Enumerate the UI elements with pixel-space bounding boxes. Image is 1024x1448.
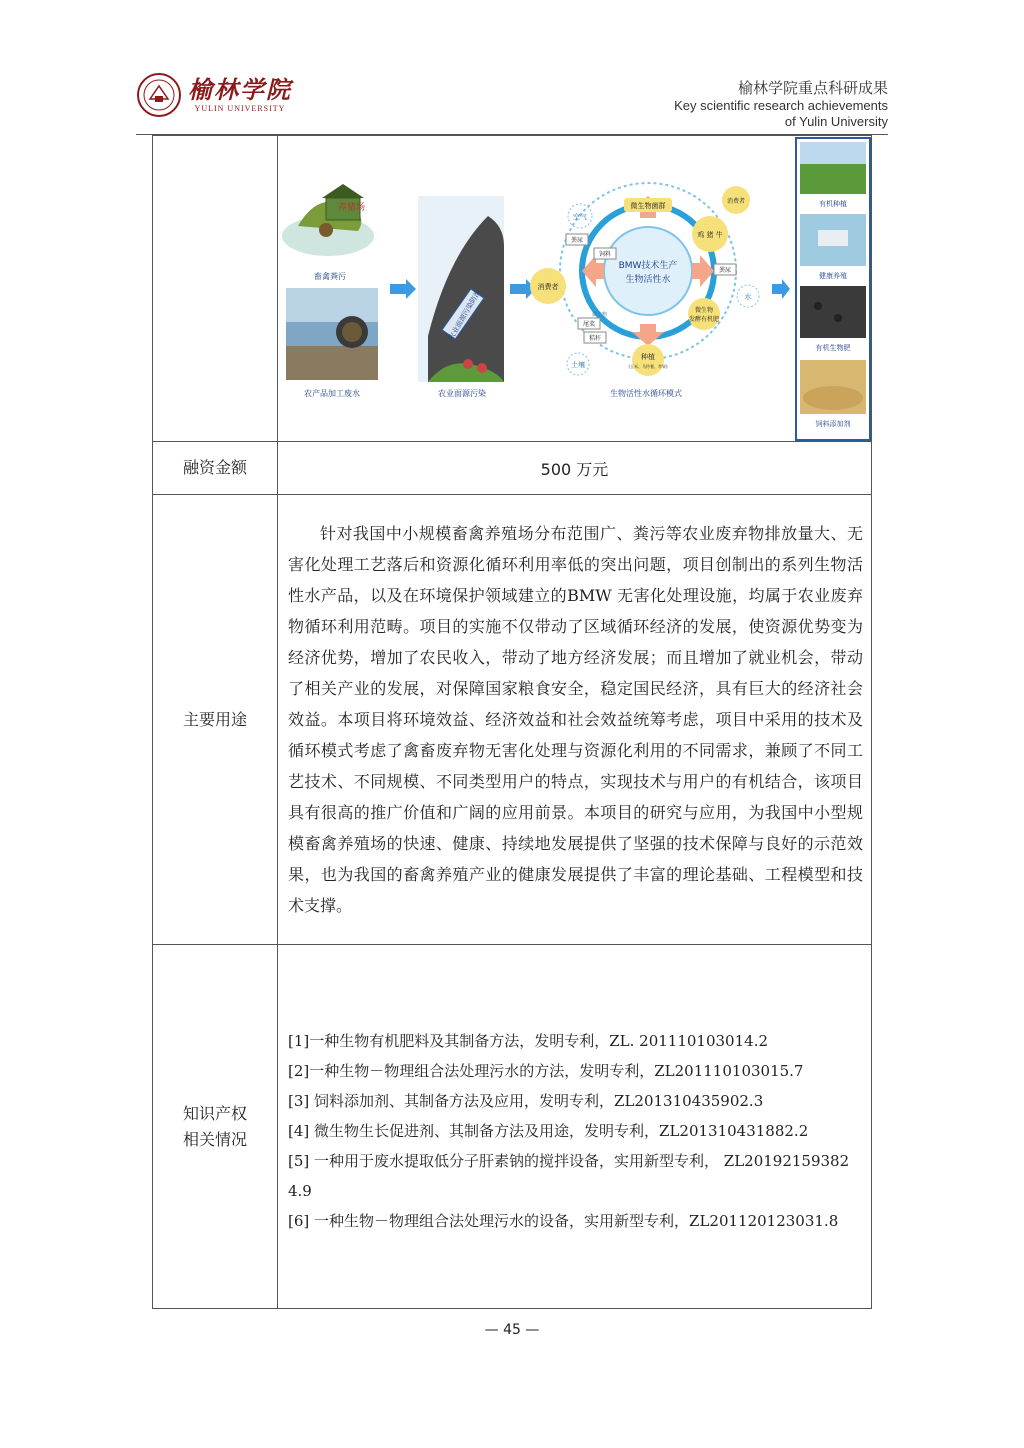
product-label-healthy-breeding: 健康养殖: [819, 272, 847, 280]
consumer-left-label: 消费者: [537, 283, 559, 291]
funding-value: 500 万元: [278, 442, 872, 495]
water-label: 水: [744, 293, 752, 301]
microbe-fert-node: [688, 298, 720, 330]
figure-cell: [278, 136, 872, 442]
straw-label: 秸秆: [588, 335, 602, 342]
microbe-fert-line-1: 微生物: [694, 307, 714, 314]
funding-row: [153, 442, 872, 495]
livestock-waste-label: 畜禽粪污: [314, 272, 346, 281]
microbe-small-label: 微生物: [592, 312, 608, 318]
page-number: — 45 —: [484, 1322, 540, 1338]
livestock-waste-image: [282, 184, 374, 256]
ip-label: [153, 945, 278, 1309]
planting-label: 种植: [641, 353, 655, 361]
ip-item: [6] 一种生物－物理组合法处理污水的设备，实用新型专利，ZL201120123031.8: [288, 1211, 839, 1230]
funding-label: 融资金额: [153, 442, 278, 495]
product-panel: [796, 138, 870, 440]
nonpoint-pollution-image: [418, 196, 504, 382]
header-title-en-1: Key scientific research achievements: [674, 98, 888, 113]
animals-label: 鸡 猪 牛: [697, 231, 723, 239]
achievement-table: [152, 135, 872, 1309]
banner-label: 农业面源污染防治: [447, 288, 483, 342]
ip-label-line-1: 知识产权: [182, 1103, 247, 1123]
ip-item: [4] 微生物生长促进剂、其制备方法及用途，发明专利，ZL201310431882.2: [288, 1121, 809, 1140]
usage-row: [153, 495, 872, 945]
flow-arrow-1: [390, 279, 416, 299]
cycle-title: 生物活性水循环模式: [610, 389, 682, 398]
ip-item: [5] 一种用于废水提取低分子肝素钠的搅拌设备，实用新型专利， ZL201921593824.9: [288, 1151, 850, 1200]
product-label-feed-additive: 饲料添加剂: [815, 420, 851, 428]
logo-wordmark-en: YULIN UNIVERSITY: [194, 104, 286, 113]
feed-label: 饲料: [598, 251, 612, 258]
figure-row: [153, 136, 872, 442]
ip-row: [153, 945, 872, 1309]
processing-wastewater-label: 农产品加工废水: [304, 389, 360, 398]
cycle-center-line-1: BMW技术生产: [618, 261, 678, 271]
consumer-top-label: 消费者: [726, 198, 746, 205]
header-title-en-2: of Yulin University: [784, 114, 888, 129]
processing-wastewater-image: [286, 288, 378, 380]
ip-item: [1]一种生物有机肥料及其制备方法，发明专利，ZL. 201110103014.2: [288, 1031, 769, 1050]
cycle-center-line-2: 生物活性水: [625, 275, 671, 285]
product-label-organic-planting: 有机种植: [819, 200, 847, 208]
ip-list: [278, 945, 872, 1309]
bmw-cycle-diagram: [278, 136, 872, 441]
header-title: [674, 78, 888, 130]
microbe-group-label: 微生物菌群: [630, 202, 666, 210]
usage-label: 主要用途: [153, 495, 278, 945]
manure-right-label: 粪尿: [718, 267, 732, 274]
university-seal-icon: [136, 72, 182, 118]
soil-label: 土壤: [571, 361, 585, 369]
header-title-cn: 榆林学院重点科研成果: [737, 79, 888, 97]
logo-wordmark-cn: 榆林学院: [188, 75, 292, 104]
manure-left-label: 粪尿: [570, 237, 584, 244]
air-label: 空气: [573, 213, 587, 221]
straw-tail-label: 尾菜: [582, 321, 596, 328]
usage-text: 针对我国中小规模畜禽养殖场分布范围广、粪污等农业废弃物排放量大、无害化处理工艺落后和资源化循环利用率低的突出问题，项目创制出的系列生物活性水产品，以及在环境保护领域建立的BMW 无害化处理设施，均属于农业废弃物循环利用范畴。项目的实施不仅带动了区域循环经济的发展，使资源优势变为经济优势，增加了农民收入，带动了地方经济发展；而且增加了就业机会，带动了相关产业的发展，对保障国家粮食安全，稳定国民经济，具有巨大的经济社会效益。本项目将环境效益、经济效益和社会效益统筹考虑，项目中采用的技术及循环模式考虑了禽畜废弃物无害化处理与资源化利用的不同需求，兼顾了不同工艺技术、不同规模、不同类型用户的特点，实现技术与用户的有机结合，该项目具有很高的推广价值和广阔的应用前景。本项目的研究与应用，为我国中小型规模畜禽养殖场的快速、健康、持续地发展提供了坚强的技术保障与良好的示范效果，也为我国的畜禽养殖产业的健康发展提供了丰富的理论基础、工程模型和技术支撑。: [278, 495, 872, 945]
nonpoint-pollution-label: 农业面源污染: [438, 389, 486, 398]
piggery-label: 养猪场: [338, 203, 366, 213]
ip-item: [3] 饲料添加剂、其制备方法及应用，发明专利，ZL201310435902.3: [288, 1091, 764, 1110]
university-logo: [136, 72, 292, 118]
flow-arrow-3: [772, 279, 790, 299]
planting-sub-label: (玉米、马铃薯、苹果): [628, 364, 668, 369]
microbe-fert-line-2: 发酵有机肥: [688, 316, 720, 323]
ip-label-line-2: 相关情况: [182, 1129, 247, 1149]
figure-row-label: [153, 136, 278, 442]
product-label-organic-fertilizer: 有机生物肥: [815, 344, 851, 352]
ip-item: [2]一种生物－物理组合法处理污水的方法，发明专利，ZL201110103015.7: [288, 1061, 804, 1080]
